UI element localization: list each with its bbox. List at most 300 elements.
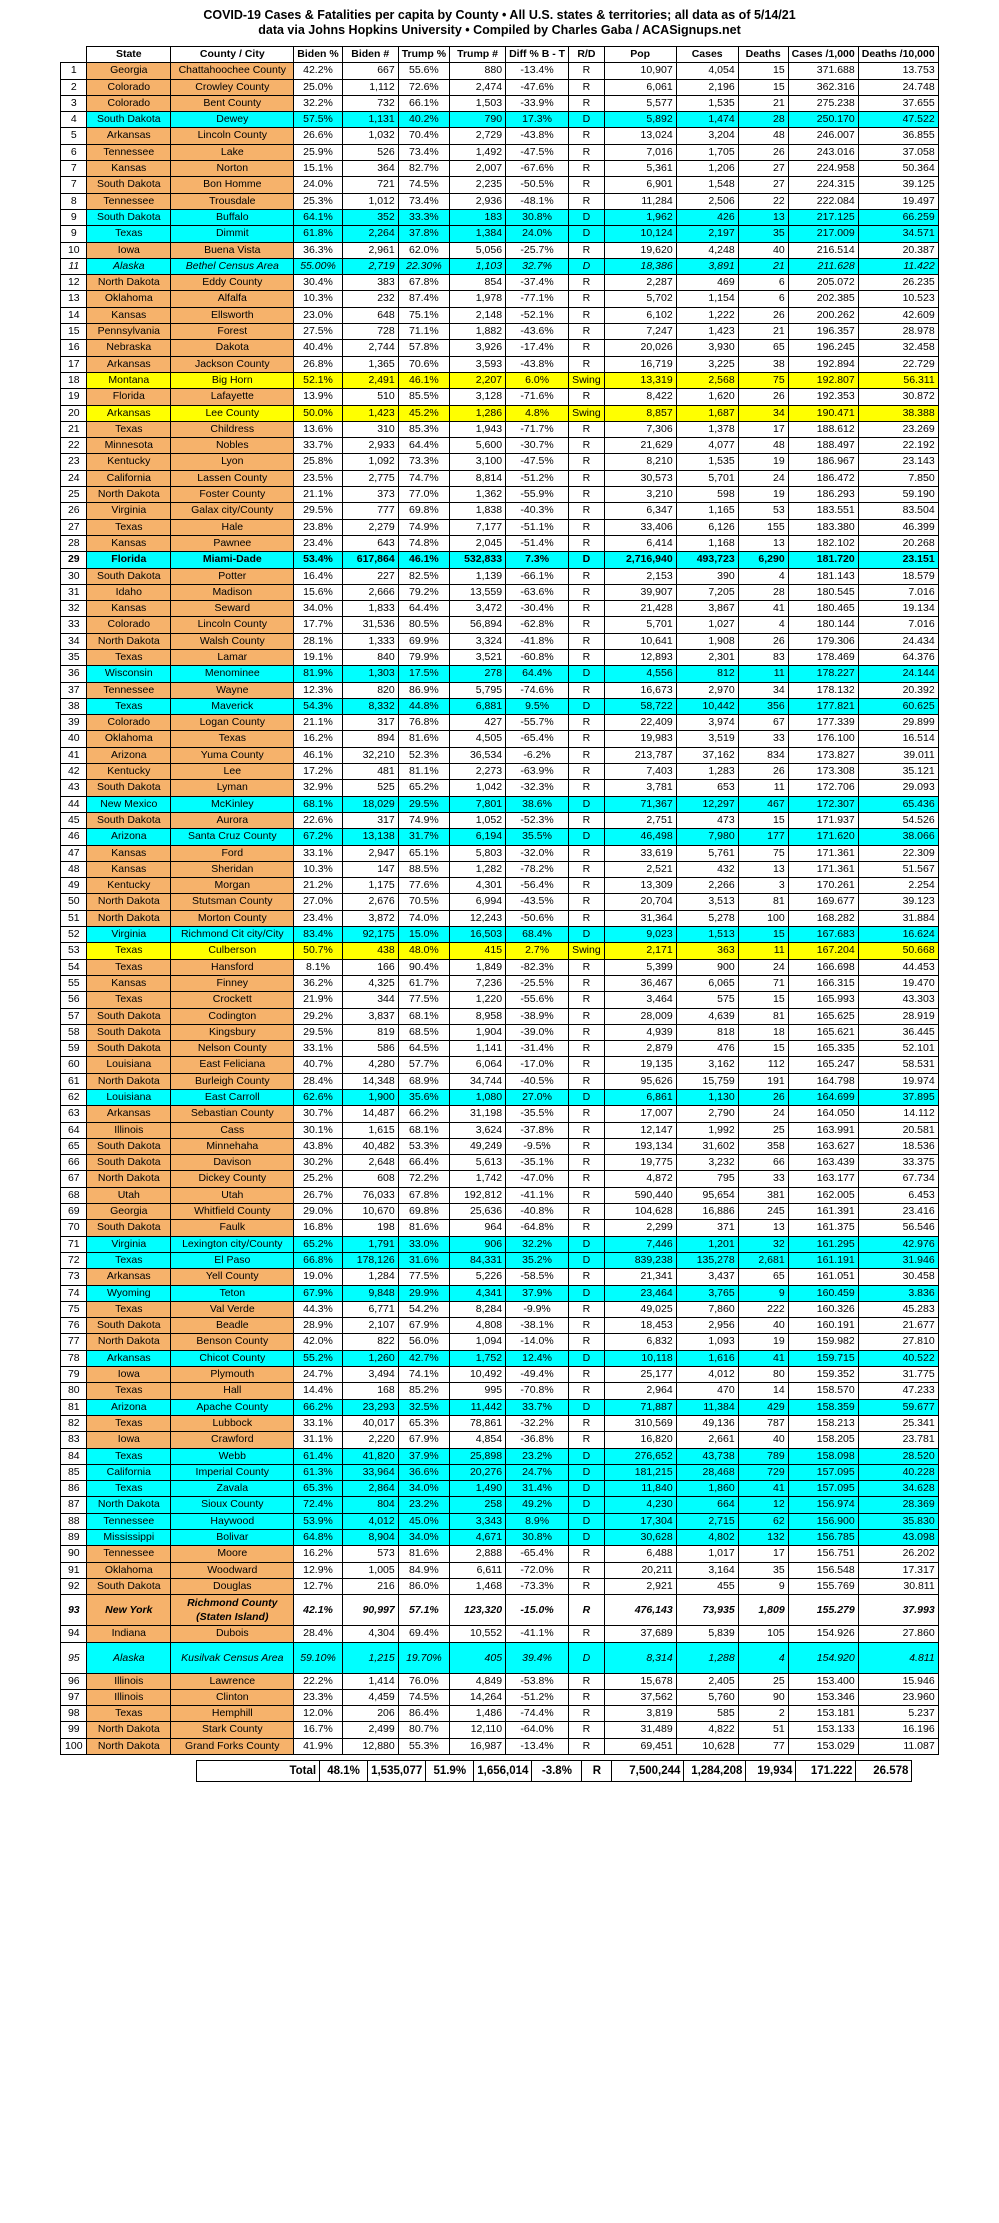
cell-cases: 12,297 [676, 796, 738, 812]
cell-pop: 18,386 [604, 258, 676, 274]
cell-diff: 12.4% [506, 1350, 569, 1366]
cell-biden-pct: 14.4% [294, 1383, 342, 1399]
cell-cases-per-1000: 158.098 [788, 1448, 858, 1464]
cell-cases-per-1000: 224.315 [788, 177, 858, 193]
cell-deaths-per-10000: 45.283 [858, 1301, 938, 1317]
row-index: 97 [61, 1689, 87, 1705]
cell-pop: 69,451 [604, 1738, 676, 1754]
cell-deaths-per-10000: 50.364 [858, 161, 938, 177]
cell-deaths-per-10000: 28.919 [858, 1008, 938, 1024]
cell-cases-per-1000: 183.551 [788, 503, 858, 519]
cell-cases: 5,761 [676, 845, 738, 861]
row-index: 4 [61, 112, 87, 128]
cell-trump-pct: 54.2% [398, 1301, 449, 1317]
cell-cases-per-1000: 171.937 [788, 812, 858, 828]
table-row [61, 910, 938, 926]
cell-state: Tennessee [87, 144, 171, 160]
cell-diff: 9.5% [506, 698, 569, 714]
cell-deaths: 51 [738, 1722, 788, 1738]
cell-pop: 8,422 [604, 389, 676, 405]
cell-biden-pct: 64.8% [294, 1530, 342, 1546]
cell-cases-per-1000: 179.306 [788, 633, 858, 649]
cell-biden-pct: 26.8% [294, 356, 342, 372]
cell-rd: D [569, 1481, 605, 1497]
cell-deaths-per-10000: 59.677 [858, 1399, 938, 1415]
cell-trump-num: 1,468 [450, 1578, 506, 1594]
cell-biden-num: 608 [342, 1171, 398, 1187]
col-trump-pct: Trump % [398, 47, 449, 63]
cell-rd: R [569, 1024, 605, 1040]
cell-biden-num: 804 [342, 1497, 398, 1513]
cell-trump-pct: 34.0% [398, 1530, 449, 1546]
cell-county: Val Verde [171, 1301, 294, 1317]
table-row [61, 63, 938, 79]
cell-trump-pct: 73.4% [398, 144, 449, 160]
cell-pop: 7,306 [604, 421, 676, 437]
cell-deaths-per-10000: 67.734 [858, 1171, 938, 1187]
cell-deaths-per-10000: 37.655 [858, 95, 938, 111]
cell-deaths: 177 [738, 829, 788, 845]
cell-biden-pct: 26.7% [294, 1187, 342, 1203]
cell-pop: 13,309 [604, 878, 676, 894]
cell-cases-per-1000: 186.293 [788, 487, 858, 503]
cell-cases-per-1000: 275.238 [788, 95, 858, 111]
cell-rd: R [569, 1008, 605, 1024]
cell-state: Georgia [87, 1204, 171, 1220]
table-row [61, 1187, 938, 1203]
cell-trump-pct: 34.0% [398, 1481, 449, 1497]
cell-deaths: 381 [738, 1187, 788, 1203]
cell-biden-pct: 67.2% [294, 829, 342, 845]
cell-cases-per-1000: 169.677 [788, 894, 858, 910]
cell-biden-num: 1,032 [342, 128, 398, 144]
cell-trump-num: 10,492 [450, 1367, 506, 1383]
cell-state: Alaska [87, 1642, 171, 1673]
cell-rd: R [569, 1738, 605, 1754]
cell-deaths: 19 [738, 1334, 788, 1350]
table-row [61, 861, 938, 877]
cell-state: Texas [87, 1301, 171, 1317]
cell-pop: 10,641 [604, 633, 676, 649]
cell-biden-pct: 53.4% [294, 552, 342, 568]
cell-diff: -71.7% [506, 421, 569, 437]
cell-biden-pct: 23.4% [294, 535, 342, 551]
cell-trump-num: 7,236 [450, 975, 506, 991]
cell-biden-pct: 29.5% [294, 503, 342, 519]
cell-county: Lamar [171, 649, 294, 665]
cell-trump-num: 16,987 [450, 1738, 506, 1754]
cell-diff: -53.8% [506, 1673, 569, 1689]
cell-cases: 3,204 [676, 128, 738, 144]
cell-biden-num: 2,933 [342, 438, 398, 454]
cell-trump-pct: 82.5% [398, 568, 449, 584]
cell-deaths-per-10000: 19.497 [858, 193, 938, 209]
cell-biden-num: 383 [342, 275, 398, 291]
cell-biden-pct: 24.7% [294, 1367, 342, 1383]
cell-trump-num: 123,320 [450, 1595, 506, 1626]
table-row [61, 975, 938, 991]
cell-diff: -47.6% [506, 79, 569, 95]
cell-trump-pct: 74.9% [398, 519, 449, 535]
cell-state: Arkansas [87, 1269, 171, 1285]
cell-rd: R [569, 1057, 605, 1073]
cell-county: Davison [171, 1155, 294, 1171]
cell-trump-num: 20,276 [450, 1464, 506, 1480]
cell-diff: 31.4% [506, 1481, 569, 1497]
cell-biden-num: 1,423 [342, 405, 398, 421]
cell-rd: R [569, 617, 605, 633]
cell-state: South Dakota [87, 1008, 171, 1024]
cell-biden-num: 13,138 [342, 829, 398, 845]
cell-rd: R [569, 519, 605, 535]
cell-deaths: 21 [738, 95, 788, 111]
cell-county: Lake [171, 144, 294, 160]
cell-deaths: 155 [738, 519, 788, 535]
cell-deaths-per-10000: 56.546 [858, 1220, 938, 1236]
cell-diff: -32.2% [506, 1415, 569, 1431]
cell-rd: R [569, 1041, 605, 1057]
cell-cases-per-1000: 178.227 [788, 666, 858, 682]
row-index: 24 [61, 470, 87, 486]
cell-diff: -64.0% [506, 1722, 569, 1738]
cell-trump-num: 5,803 [450, 845, 506, 861]
cell-trump-num: 6,881 [450, 698, 506, 714]
cell-rd: D [569, 1252, 605, 1268]
cell-cases-per-1000: 217.125 [788, 209, 858, 225]
cell-biden-num: 819 [342, 1024, 398, 1040]
cell-state: Iowa [87, 1367, 171, 1383]
cell-cases: 43,738 [676, 1448, 738, 1464]
cell-trump-pct: 55.3% [398, 1738, 449, 1754]
cell-cases: 37,162 [676, 747, 738, 763]
cell-deaths-per-10000: 27.860 [858, 1626, 938, 1642]
table-row [61, 1138, 938, 1154]
cell-pop: 7,247 [604, 324, 676, 340]
cell-trump-num: 3,624 [450, 1122, 506, 1138]
cell-trump-pct: 69.8% [398, 503, 449, 519]
cell-rd: R [569, 487, 605, 503]
cell-pop: 3,819 [604, 1706, 676, 1722]
cell-state: Arizona [87, 829, 171, 845]
cell-trump-num: 1,052 [450, 812, 506, 828]
cell-biden-num: 1,833 [342, 601, 398, 617]
cell-trump-num: 1,492 [450, 144, 506, 160]
table-row [61, 845, 938, 861]
cell-deaths-per-10000: 43.303 [858, 992, 938, 1008]
cell-biden-pct: 81.9% [294, 666, 342, 682]
cell-biden-pct: 32.2% [294, 95, 342, 111]
cell-trump-pct: 74.0% [398, 910, 449, 926]
cell-trump-pct: 88.5% [398, 861, 449, 877]
cell-cases: 1,535 [676, 454, 738, 470]
cell-county: Dimmit [171, 226, 294, 242]
cell-cases: 1,201 [676, 1236, 738, 1252]
cell-trump-num: 1,838 [450, 503, 506, 519]
table-row [61, 1689, 938, 1705]
cell-rd: R [569, 992, 605, 1008]
cell-deaths: 19 [738, 454, 788, 470]
cell-biden-num: 573 [342, 1546, 398, 1562]
cell-state: North Dakota [87, 1722, 171, 1738]
cell-trump-num: 1,978 [450, 291, 506, 307]
row-index: 7 [61, 177, 87, 193]
row-index: 3 [61, 95, 87, 111]
cell-trump-num: 3,593 [450, 356, 506, 372]
cell-pop: 12,147 [604, 1122, 676, 1138]
cell-diff: -60.8% [506, 649, 569, 665]
row-index: 81 [61, 1399, 87, 1415]
cell-biden-pct: 50.7% [294, 943, 342, 959]
row-index: 9 [61, 209, 87, 225]
cell-cases: 3,930 [676, 340, 738, 356]
cell-cases-per-1000: 155.769 [788, 1578, 858, 1594]
cell-county: Beadle [171, 1318, 294, 1334]
cell-rd: D [569, 1285, 605, 1301]
cell-pop: 4,230 [604, 1497, 676, 1513]
cell-cases: 1,992 [676, 1122, 738, 1138]
table-row [61, 1513, 938, 1529]
cell-biden-num: 1,900 [342, 1090, 398, 1106]
cell-deaths: 11 [738, 780, 788, 796]
cell-deaths-per-10000: 38.066 [858, 829, 938, 845]
cell-deaths: 15 [738, 812, 788, 828]
cell-county: Galax city/County [171, 503, 294, 519]
cell-cases-per-1000: 173.308 [788, 764, 858, 780]
cell-biden-pct: 19.0% [294, 1269, 342, 1285]
cell-biden-pct: 33.1% [294, 1041, 342, 1057]
cell-deaths-per-10000: 30.811 [858, 1578, 938, 1594]
cell-cases: 10,628 [676, 1738, 738, 1754]
cell-state: Kentucky [87, 454, 171, 470]
cell-cases: 6,126 [676, 519, 738, 535]
cell-cases: 31,602 [676, 1138, 738, 1154]
cell-trump-pct: 46.1% [398, 552, 449, 568]
table-row [61, 193, 938, 209]
cell-diff: -43.5% [506, 894, 569, 910]
cell-state: Louisiana [87, 1090, 171, 1106]
cell-deaths-per-10000: 7.016 [858, 584, 938, 600]
cell-rd: R [569, 601, 605, 617]
cell-pop: 23,464 [604, 1285, 676, 1301]
cell-biden-pct: 15.1% [294, 161, 342, 177]
cell-cases: 1,535 [676, 95, 738, 111]
cell-cases-per-1000: 216.514 [788, 242, 858, 258]
cell-state: North Dakota [87, 275, 171, 291]
cell-rd: R [569, 340, 605, 356]
cell-state: Kansas [87, 975, 171, 991]
cell-trump-num: 2,148 [450, 307, 506, 323]
cell-deaths-per-10000: 43.098 [858, 1530, 938, 1546]
cell-deaths-per-10000: 11.422 [858, 258, 938, 274]
cell-deaths: 3 [738, 878, 788, 894]
cell-deaths-per-10000: 29.899 [858, 715, 938, 731]
cell-deaths: 26 [738, 389, 788, 405]
cell-diff: -65.4% [506, 731, 569, 747]
cell-biden-num: 2,719 [342, 258, 398, 274]
cell-trump-pct: 57.7% [398, 1057, 449, 1073]
cell-biden-pct: 25.9% [294, 144, 342, 160]
cell-trump-pct: 69.4% [398, 1626, 449, 1642]
row-index: 79 [61, 1367, 87, 1383]
cell-pop: 6,901 [604, 177, 676, 193]
row-index: 57 [61, 1008, 87, 1024]
cell-rd: R [569, 1383, 605, 1399]
cell-cases-per-1000: 165.621 [788, 1024, 858, 1040]
cell-pop: 19,135 [604, 1057, 676, 1073]
cell-biden-num: 667 [342, 63, 398, 79]
cell-trump-num: 1,103 [450, 258, 506, 274]
cell-diff: -52.1% [506, 307, 569, 323]
row-index: 90 [61, 1546, 87, 1562]
cell-deaths-per-10000: 24.748 [858, 79, 938, 95]
cell-rd: D [569, 1448, 605, 1464]
cell-trump-pct: 72.2% [398, 1171, 449, 1187]
cell-biden-pct: 40.4% [294, 340, 342, 356]
cell-deaths: 4 [738, 568, 788, 584]
cell-deaths: 33 [738, 1171, 788, 1187]
cell-biden-num: 206 [342, 1706, 398, 1722]
cell-deaths-per-10000: 22.309 [858, 845, 938, 861]
table-row [61, 959, 938, 975]
cell-county: Nelson County [171, 1041, 294, 1057]
cell-biden-num: 617,864 [342, 552, 398, 568]
row-index: 98 [61, 1706, 87, 1722]
cell-county: El Paso [171, 1252, 294, 1268]
cell-trump-num: 6,994 [450, 894, 506, 910]
cell-deaths: 21 [738, 324, 788, 340]
cell-diff: -74.4% [506, 1706, 569, 1722]
cell-trump-num: 415 [450, 943, 506, 959]
cell-cases-per-1000: 192.894 [788, 356, 858, 372]
cell-cases-per-1000: 180.144 [788, 617, 858, 633]
cell-deaths-per-10000: 13.753 [858, 63, 938, 79]
cell-cases-per-1000: 205.072 [788, 275, 858, 291]
cell-pop: 2,521 [604, 861, 676, 877]
cell-county: Burleigh County [171, 1073, 294, 1089]
cell-trump-pct: 81.6% [398, 1220, 449, 1236]
cell-pop: 8,857 [604, 405, 676, 421]
cell-biden-pct: 83.4% [294, 927, 342, 943]
cell-trump-pct: 17.5% [398, 666, 449, 682]
cell-trump-pct: 29.9% [398, 1285, 449, 1301]
cell-pop: 13,319 [604, 372, 676, 388]
cell-county: Buena Vista [171, 242, 294, 258]
row-index: 61 [61, 1073, 87, 1089]
cell-deaths: 9 [738, 1578, 788, 1594]
cell-cases: 2,405 [676, 1673, 738, 1689]
cell-state: North Dakota [87, 1497, 171, 1513]
cell-diff: -62.8% [506, 617, 569, 633]
cell-trump-num: 1,286 [450, 405, 506, 421]
cell-cases: 2,970 [676, 682, 738, 698]
cell-deaths-per-10000: 16.196 [858, 1722, 938, 1738]
cell-deaths-per-10000: 3.836 [858, 1285, 938, 1301]
cell-deaths-per-10000: 16.624 [858, 927, 938, 943]
row-index: 99 [61, 1722, 87, 1738]
cell-biden-num: 147 [342, 861, 398, 877]
cell-diff: -63.9% [506, 764, 569, 780]
cell-rd: R [569, 812, 605, 828]
row-index: 39 [61, 715, 87, 731]
cell-rd: D [569, 258, 605, 274]
row-index: 70 [61, 1220, 87, 1236]
cell-diff: -9.9% [506, 1301, 569, 1317]
cell-cases: 476 [676, 1041, 738, 1057]
cell-cases: 1,513 [676, 927, 738, 943]
table-row [61, 601, 938, 617]
cell-deaths: 467 [738, 796, 788, 812]
cell-trump-pct: 32.5% [398, 1399, 449, 1415]
table-row [61, 584, 938, 600]
table-row [61, 307, 938, 323]
cell-rd: R [569, 568, 605, 584]
cell-county: Stark County [171, 1722, 294, 1738]
cell-biden-num: 820 [342, 682, 398, 698]
cell-deaths: 429 [738, 1399, 788, 1415]
cell-deaths-per-10000: 37.895 [858, 1090, 938, 1106]
cell-cases-per-1000: 156.974 [788, 1497, 858, 1513]
cell-biden-pct: 29.2% [294, 1008, 342, 1024]
cell-county: East Feliciana [171, 1057, 294, 1073]
cell-trump-num: 5,795 [450, 682, 506, 698]
cell-cases: 2,956 [676, 1318, 738, 1334]
cell-pop: 3,210 [604, 487, 676, 503]
table-row [61, 1204, 938, 1220]
cell-county: Douglas [171, 1578, 294, 1594]
cell-diff: -41.1% [506, 1626, 569, 1642]
cell-pop: 28,009 [604, 1008, 676, 1024]
cell-deaths: 18 [738, 1024, 788, 1040]
cell-cases-per-1000: 165.335 [788, 1041, 858, 1057]
cell-cases: 818 [676, 1024, 738, 1040]
row-index: 71 [61, 1236, 87, 1252]
cell-biden-num: 2,676 [342, 894, 398, 910]
cell-cases-per-1000: 177.821 [788, 698, 858, 714]
row-index: 42 [61, 764, 87, 780]
table-row [61, 1073, 938, 1089]
cell-deaths-per-10000: 26.235 [858, 275, 938, 291]
cell-county: Texas [171, 731, 294, 747]
cell-pop: 5,701 [604, 617, 676, 633]
cell-trump-pct: 33.3% [398, 209, 449, 225]
cell-biden-pct: 17.7% [294, 617, 342, 633]
table-row [61, 992, 938, 1008]
col-biden-pct: Biden % [294, 47, 342, 63]
cell-rd: R [569, 959, 605, 975]
cell-state: Mississippi [87, 1530, 171, 1546]
cell-county: Childress [171, 421, 294, 437]
cell-biden-num: 8,332 [342, 698, 398, 714]
cell-deaths-per-10000: 18.579 [858, 568, 938, 584]
cell-deaths: 132 [738, 1530, 788, 1546]
cell-cases-per-1000: 171.361 [788, 861, 858, 877]
cell-diff: -40.5% [506, 1073, 569, 1089]
cell-deaths-per-10000: 17.317 [858, 1562, 938, 1578]
cell-cases: 371 [676, 1220, 738, 1236]
cell-cases-per-1000: 159.715 [788, 1350, 858, 1366]
cell-biden-num: 40,017 [342, 1415, 398, 1431]
row-index: 66 [61, 1155, 87, 1171]
cell-county: Lyon [171, 454, 294, 470]
cell-deaths: 28 [738, 112, 788, 128]
cell-state: Georgia [87, 63, 171, 79]
table-row [61, 1090, 938, 1106]
cell-trump-pct: 52.3% [398, 747, 449, 763]
table-row [61, 829, 938, 845]
cell-deaths-per-10000: 37.993 [858, 1595, 938, 1626]
totals-cases: 1,284,208 [684, 1760, 746, 1781]
row-index: 17 [61, 356, 87, 372]
